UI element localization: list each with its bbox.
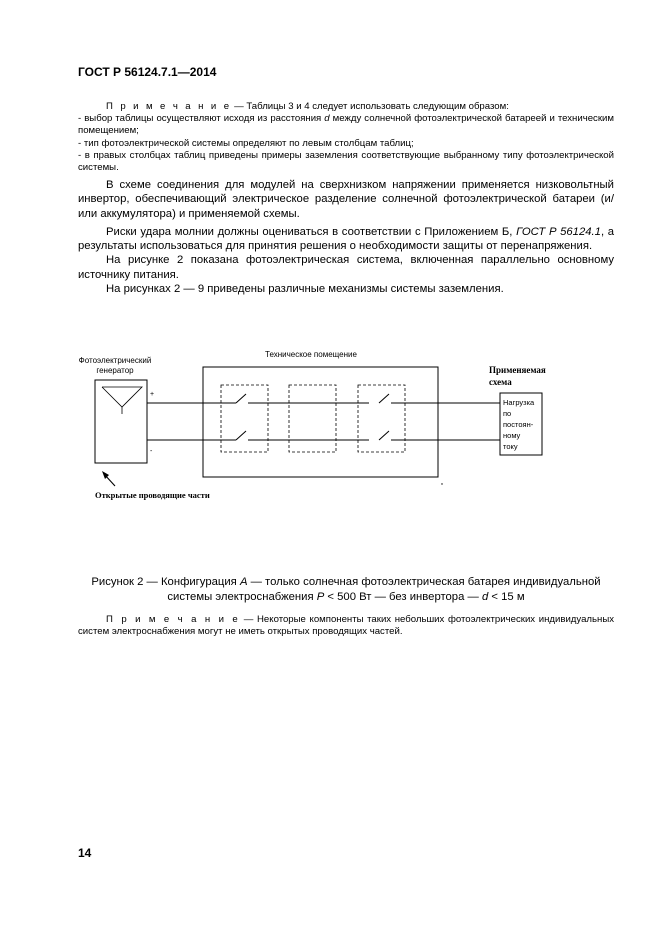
paragraph-4: На рисунках 2 — 9 приведены различные механизмы системы заземления.: [106, 283, 504, 296]
load-label-3: постоян-: [503, 420, 534, 429]
applied-circuit-label-1: Применяемая: [489, 365, 546, 375]
note-bottom-label: П р и м е ч а н и е: [106, 614, 241, 625]
minus-terminal: -: [150, 448, 153, 455]
load-label-4: ному: [503, 431, 521, 440]
switch-right-top: [379, 394, 389, 403]
note-top-line3: - тип фотоэлектрической системы определяют по левым столбцам таблиц;: [78, 137, 414, 149]
generator-label-2: генератор: [96, 366, 134, 375]
note-bottom-text: [78, 614, 614, 638]
load-label-1: Нагрузка: [503, 398, 535, 407]
technical-room-box: [203, 367, 438, 477]
body-text: [78, 178, 614, 296]
note-top-line2: [78, 113, 614, 137]
exposed-parts-label: Открытые проводящие части: [95, 490, 210, 500]
paragraph-2-b: , а результаты использоваться для принятия решения о необходимости защиты от перенапряжения.: [78, 225, 615, 253]
standard-reference: ГОСТ Р 56124.1: [516, 225, 601, 238]
pv-generator-box: [95, 380, 147, 463]
note-line2-d: d: [324, 113, 330, 125]
figure-2-diagram: [78, 345, 578, 515]
switch-left-bottom: [236, 431, 246, 440]
note-line2-a: - выбор таблицы осуществляют исходя из расстояния: [78, 113, 325, 125]
document-header: ГОСТ Р 56124.7.1—2014: [78, 65, 217, 79]
room-label: Техническое помещение: [265, 350, 357, 359]
stray-dot: [441, 483, 442, 484]
note-bottom: [78, 614, 614, 638]
figure-caption: [78, 575, 614, 605]
caption-b: — только солнечная фотоэлектрическая батарея индивидуальной системы электроснабжения: [167, 576, 601, 603]
caption-power-symbol: P: [316, 591, 325, 603]
caption-distance-symbol: d: [481, 591, 489, 603]
load-label-5: току: [503, 442, 518, 451]
pv-module-icon: [102, 387, 142, 407]
caption-c: < 500 Вт — без инвертора —: [324, 591, 482, 603]
generator-label-1: Фотоэлектрический: [78, 356, 152, 365]
caption-a: Рисунок 2 — Конфигурация: [91, 576, 240, 588]
note-top-line1: [78, 101, 614, 113]
note-top-line4: - в правых столбцах таблиц приведены примеры заземления соответствующие выбранному типу фотоэлектрической системы.: [78, 149, 614, 174]
note-top: [78, 101, 614, 174]
equipment-box-middle: [289, 385, 336, 452]
note-label: П р и м е ч а н и е: [106, 101, 232, 112]
paragraph-2: [78, 225, 614, 254]
caption-e: < 15 м: [488, 591, 525, 603]
plus-terminal: +: [150, 391, 155, 398]
paragraph-2-a: Риски удара молнии должны оцениваться в соответствии с Приложением Б,: [106, 225, 517, 238]
paragraph-3: На рисунке 2 показана фотоэлектрическая система, включенная параллельно основному источнику питания.: [78, 254, 614, 281]
page-number: 14: [78, 846, 92, 860]
load-label-2: по: [503, 409, 512, 418]
switch-box-right: [358, 385, 405, 452]
note-line2-b: между солнечной фотоэлектрической батареей и техническим помещением;: [78, 113, 614, 137]
paragraph-1: В схеме соединения для модулей на сверхнизком напряжении применяется низковольтный инвертор, обеспечивающий электрическое разделение солнечной фотоэлектрической батареи (и/или аккумулятора) и применяемой схемы.: [78, 179, 614, 220]
switch-right-bottom: [379, 431, 389, 440]
note-bottom-body: — Некоторые компоненты таких небольших фотоэлектрических индивидуальных систем электроснабжения могут не иметь открытых проводящих частей.: [78, 614, 615, 638]
caption-config-letter: A: [239, 576, 248, 588]
note-line1-text: — Таблицы 3 и 4 следует использовать следующим образом:: [231, 101, 509, 112]
switch-left-top: [236, 394, 246, 403]
applied-circuit-label-2: схема: [489, 377, 512, 387]
